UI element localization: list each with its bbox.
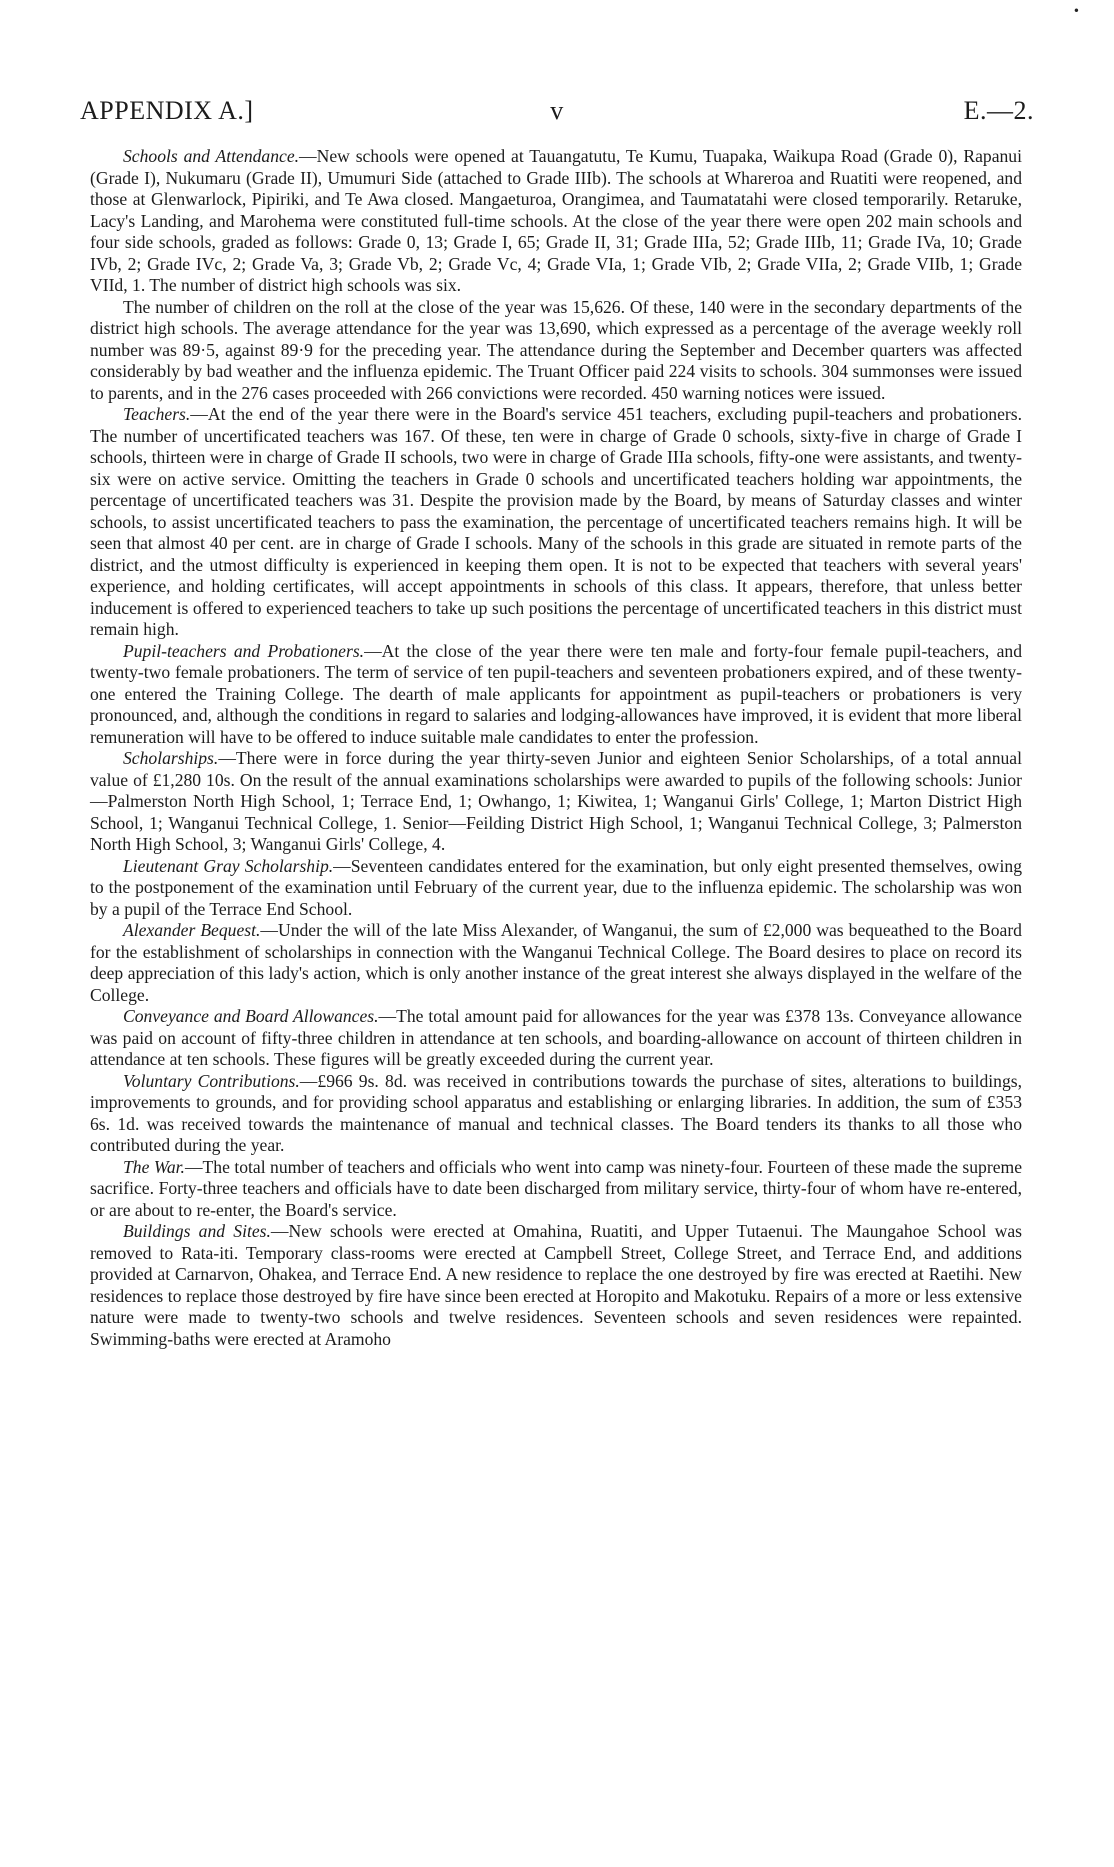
paragraph-heading: Alexander Bequest. (123, 920, 261, 940)
paragraph-heading: Voluntary Contributions. (123, 1070, 300, 1091)
paragraph-heading: Conveyance and Board Allowances. (123, 1006, 379, 1026)
paper-reference: E.—2. (963, 96, 1034, 125)
paragraph-text: —Under the will of the late Miss Alexander, of Wanganui, the sum of £2,000 was bequeathed to the Board for the establishment of scholarships in connection with the Wanganui Technical College. The Board desires to place on record its deep appreciation of this lady's action, which is only another instance of the great interest she always displayed in the welfare of the College. (90, 920, 1022, 1005)
paragraph-roll-numbers (90, 297, 1022, 405)
paragraph-text: —At the close of the year there were ten male and forty-four female pupil-teachers, and twenty-two female probationers. The term of service of ten pupil-teachers and seventeen probationers expired, and of these twenty-one entered the Training College. The dearth of male applicants for appointment as pupil-teachers or probationers is very pronounced, and, although the conditions in regard to salaries and lodging-allowances have improved, it is evident that more liberal remuneration will have to be offered to induce suitable male candidates to enter the profession. (90, 640, 1022, 747)
paragraph-text: —At the end of the year there were in the Board's service 451 teachers, excluding pupil-teachers and probationers. The number of uncertificated teachers was 167. Of these, ten were in charge of Grade 0 schools, sixty-five in charge of Grade I schools, thirteen were in charge of Grade II schools, two were in charge of Grade IIIa schools, fifty-one were assistants, and twenty-six were on active service. Omitting the teachers in Grade 0 schools and uncertificated teachers holding war appointments, the percentage of uncertificated teachers was 31. Despite the provision made by the Board, by means of Saturday classes and winter schools, to assist uncertificated teachers to pass the examination, the percentage of uncertificated teachers remains high. It will be seen that almost 40 per cent. are in charge of Grade I schools. Many of the schools in this grade are situated in remote parts of the district, and the utmost difficulty is experienced in keeping them open. It is not to be expected that teachers with several years' experience, and holding certificates, will accept appointments in schools of this class. It appears, therefore, that unless better inducement is offered to experienced teachers to take up such positions the percentage of uncertificated teachers in this district must remain high. (90, 404, 1022, 639)
paragraph-text: —New schools were erected at Omahina, Ruatiti, and Upper Tutaenui. The Maungahoe School was removed to Rata-iti. Temporary class-rooms were erected at Campbell Street, College Street, and Terrace End, and additions provided at Carnarvon, Ohakea, and Terrace End. A new residence to replace the one destroyed by fire was erected at Raetihi. New residences to replace those destroyed by fire have since been erected at Horopito and Makotuku. Repairs of a more or less extensive nature were made to twenty-two schools and twelve residences. Seventeen schools and seven residences were repainted. Swimming-baths were erected at Aramoho (90, 1221, 1022, 1349)
paragraph-heading: Scholarships. (123, 748, 219, 768)
paragraph-heading: Buildings and Sites. (123, 1221, 271, 1241)
page-number: v (550, 96, 564, 125)
paragraph-contributions (90, 1071, 1022, 1157)
paragraph-schools-attendance (90, 146, 1022, 297)
page-header (80, 96, 1034, 136)
paragraph-scholarships (90, 748, 1022, 856)
paragraph-heading: Schools and Attendance. (123, 146, 300, 166)
paragraph-alexander-bequest (90, 920, 1022, 1006)
paragraph-the-war (90, 1157, 1022, 1222)
paragraph-heading: Pupil-teachers and Probationers. (123, 640, 365, 661)
paragraph-text: —£966 9s. 8d. was received in contributions towards the purchase of sites, alterations to buildings, improvements to grounds, and for providing school apparatus and establishing or enlarging libraries. In addition, the sum of £353 6s. 1d. was received towards the maintenance of manual and technical classes. The Board tenders its thanks to all those who contributed during the year. (90, 1070, 1022, 1155)
paragraph-heading: The War. (123, 1156, 185, 1177)
paragraph-pupil-teachers (90, 641, 1022, 749)
paragraph-text: —Seventeen candidates entered for the examination, but only eight presented themselves, owing to the postponement of the examination until February of the current year, due to the influenza epidemic. The scholarship was won by a pupil of the Terrace End School. (90, 855, 1022, 919)
document-body (90, 146, 1022, 1350)
paragraph-text: —The total number of teachers and officials who went into camp was ninety-four. Fourteen of these made the supreme sacrifice. Forty-three teachers and officials have to date been discharged from military service, thirty-four of whom have re-entered, or are about to re-enter, the Board's service. (90, 1156, 1022, 1220)
paragraph-text: —The total amount paid for allowances for the year was £378 13s. Conveyance allowance was paid on account of fifty-three children in attendance at ten schools, and boarding-allowance on account of thirteen children in attendance at ten schools. These figures will be greatly exceeded during the current year. (90, 1006, 1022, 1069)
paragraph-gray-scholarship (90, 856, 1022, 921)
appendix-label: APPENDIX A.] (80, 96, 254, 125)
paragraph-text: The number of children on the roll at the close of the year was 15,626. Of these, 140 were in the secondary departments of the district high schools. The average attendance for the year was 13,690, which expressed as a percentage of the average weekly roll number was 89·5, against 89·9 for the preceding year. The attendance during the September and December quarters was affected considerably by bad weather and the influenza epidemic. The Truant Officer paid 224 visits to schools. 304 summonses were issued to parents, and in the 276 cases proceeded with 266 convictions were recorded. 450 warning notices were issued. (90, 296, 1022, 403)
paragraph-text: —There were in force during the year thirty-seven Junior and eighteen Senior Scholarships, of a total annual value of £1,280 10s. On the result of the annual examinations scholarships were awarded to pupils of the following schools: Junior—Palmerston North High School, 1; Terrace End, 1; Owhango, 1; Kiwitea, 1; Wanganui Girls' College, 1; Marton District High School, 1; Wanganui Technical College, 1. Senior—Feilding District High School, 1; Wanganui Technical College, 3; Palmerston North High School, 3; Wanganui Girls' College, 4. (90, 748, 1022, 854)
paragraph-text: —New schools were opened at Tauangatutu, Te Kumu, Tuapaka, Waikupa Road (Grade 0), Rapanui (Grade I), Nukumaru (Grade II), Umumuri Side (attached to Grade IIIb). The schools at Wharerоа and Ruatiti were reopened, and those at Glenwarlock, Pipiriki, and Te Awa closed. Mangaeturoa, Orangimea, and Taumatatahi were closed temporarily. Retaruke, Lacy's Landing, and Marohema were constituted full-time schools. At the close of the year there were open 202 main schools and four side schools, graded as follows: Grade 0, 13; Grade I, 65; Grade II, 31; Grade IIIa, 52; Grade IIIb, 11; Grade IVa, 10; Grade IVb, 2; Grade IVc, 2; Grade Va, 3; Grade Vb, 2; Grade Vc, 4; Grade VIa, 1; Grade VIb, 2; Grade VIIa, 2; Grade VIIb, 1; Grade VIId, 1. The number of district high schools was six. (90, 146, 1022, 295)
paragraph-allowances (90, 1006, 1022, 1071)
paragraph-teachers (90, 404, 1022, 641)
paragraph-heading: Lieutenant Gray Scholarship. (123, 855, 334, 876)
scan-mark: • (1072, 4, 1080, 18)
paragraph-buildings-sites (90, 1221, 1022, 1350)
paragraph-heading: Teachers. (123, 404, 191, 424)
